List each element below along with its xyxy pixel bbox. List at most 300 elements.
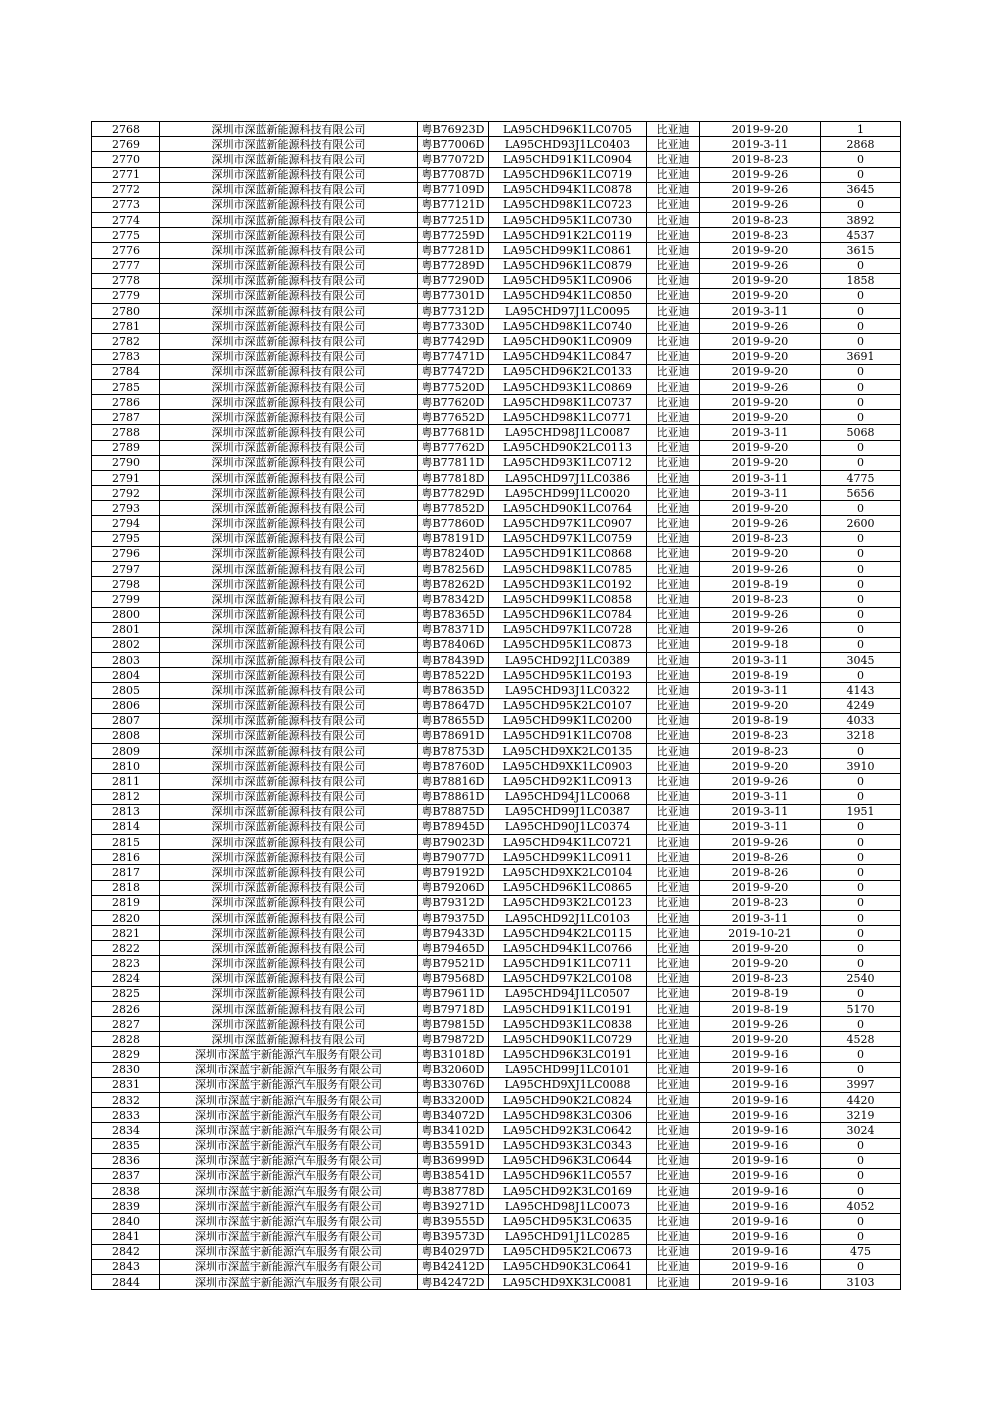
table-row <box>92 531 901 546</box>
value-cell: 0 <box>821 835 901 850</box>
brand-cell: 比亚迪 <box>647 531 700 546</box>
value-cell: 475 <box>821 1244 901 1259</box>
plate-cell: 粤B78406D <box>418 637 489 652</box>
table-row <box>92 304 901 319</box>
seq-cell: 2835 <box>92 1138 160 1153</box>
plate-cell: 粤B42412D <box>418 1259 489 1274</box>
company-cell: 深圳市深蓝新能源科技有限公司 <box>160 971 418 986</box>
date-cell: 2019-8-19 <box>700 668 821 683</box>
plate-cell: 粤B77289D <box>418 258 489 273</box>
company-cell: 深圳市深蓝宇新能源汽车服务有限公司 <box>160 1214 418 1229</box>
vin-cell: LA95CHD92K3LC0169 <box>489 1184 647 1199</box>
plate-cell: 粤B79815D <box>418 1017 489 1032</box>
vin-cell: LA95CHD91J1LC0285 <box>489 1229 647 1244</box>
company-cell: 深圳市深蓝新能源科技有限公司 <box>160 213 418 228</box>
brand-cell: 比亚迪 <box>647 334 700 349</box>
table-row <box>92 1093 901 1108</box>
seq-cell: 2841 <box>92 1229 160 1244</box>
brand-cell: 比亚迪 <box>647 152 700 167</box>
plate-cell: 粤B79465D <box>418 941 489 956</box>
value-cell: 4143 <box>821 683 901 698</box>
seq-cell: 2805 <box>92 683 160 698</box>
company-cell: 深圳市深蓝新能源科技有限公司 <box>160 577 418 592</box>
seq-cell: 2774 <box>92 213 160 228</box>
vin-cell: LA95CHD98K1LC0771 <box>489 410 647 425</box>
vin-cell: LA95CHD99J1LC0387 <box>489 804 647 819</box>
company-cell: 深圳市深蓝新能源科技有限公司 <box>160 592 418 607</box>
seq-cell: 2768 <box>92 122 160 137</box>
value-cell: 0 <box>821 197 901 212</box>
date-cell: 2019-8-23 <box>700 592 821 607</box>
plate-cell: 粤B78655D <box>418 713 489 728</box>
plate-cell: 粤B78365D <box>418 607 489 622</box>
company-cell: 深圳市深蓝新能源科技有限公司 <box>160 865 418 880</box>
value-cell: 0 <box>821 304 901 319</box>
vin-cell: LA95CHD93K1LC0838 <box>489 1017 647 1032</box>
company-cell: 深圳市深蓝新能源科技有限公司 <box>160 470 418 485</box>
date-cell: 2019-9-16 <box>700 1214 821 1229</box>
company-cell: 深圳市深蓝新能源科技有限公司 <box>160 197 418 212</box>
value-cell: 3103 <box>821 1275 901 1290</box>
company-cell: 深圳市深蓝新能源科技有限公司 <box>160 880 418 895</box>
seq-cell: 2824 <box>92 971 160 986</box>
plate-cell: 粤B79192D <box>418 865 489 880</box>
company-cell: 深圳市深蓝宇新能源汽车服务有限公司 <box>160 1093 418 1108</box>
plate-cell: 粤B36999D <box>418 1153 489 1168</box>
company-cell: 深圳市深蓝宇新能源汽车服务有限公司 <box>160 1199 418 1214</box>
seq-cell: 2840 <box>92 1214 160 1229</box>
seq-cell: 2820 <box>92 910 160 925</box>
vin-cell: LA95CHD91K1LC0904 <box>489 152 647 167</box>
company-cell: 深圳市深蓝新能源科技有限公司 <box>160 425 418 440</box>
value-cell: 3219 <box>821 1108 901 1123</box>
value-cell: 0 <box>821 1184 901 1199</box>
seq-cell: 2811 <box>92 774 160 789</box>
vin-cell: LA95CHD94K2LC0115 <box>489 926 647 941</box>
seq-cell: 2798 <box>92 577 160 592</box>
seq-cell: 2789 <box>92 440 160 455</box>
date-cell: 2019-9-20 <box>700 243 821 258</box>
brand-cell: 比亚迪 <box>647 304 700 319</box>
table-row <box>92 228 901 243</box>
brand-cell: 比亚迪 <box>647 516 700 531</box>
brand-cell: 比亚迪 <box>647 364 700 379</box>
plate-cell: 粤B77811D <box>418 455 489 470</box>
brand-cell: 比亚迪 <box>647 470 700 485</box>
value-cell: 4033 <box>821 713 901 728</box>
brand-cell: 比亚迪 <box>647 349 700 364</box>
plate-cell: 粤B77072D <box>418 152 489 167</box>
company-cell: 深圳市深蓝新能源科技有限公司 <box>160 561 418 576</box>
seq-cell: 2838 <box>92 1184 160 1199</box>
company-cell: 深圳市深蓝新能源科技有限公司 <box>160 319 418 334</box>
date-cell: 2019-9-16 <box>700 1138 821 1153</box>
date-cell: 2019-9-26 <box>700 835 821 850</box>
seq-cell: 2794 <box>92 516 160 531</box>
brand-cell: 比亚迪 <box>647 637 700 652</box>
value-cell: 0 <box>821 258 901 273</box>
table-row <box>92 774 901 789</box>
brand-cell: 比亚迪 <box>647 425 700 440</box>
vin-cell: LA95CHD94K1LC0847 <box>489 349 647 364</box>
plate-cell: 粤B78191D <box>418 531 489 546</box>
brand-cell: 比亚迪 <box>647 577 700 592</box>
seq-cell: 2825 <box>92 986 160 1001</box>
brand-cell: 比亚迪 <box>647 213 700 228</box>
seq-cell: 2833 <box>92 1108 160 1123</box>
brand-cell: 比亚迪 <box>647 819 700 834</box>
date-cell: 2019-8-19 <box>700 577 821 592</box>
vin-cell: LA95CHD98K3LC0306 <box>489 1108 647 1123</box>
brand-cell: 比亚迪 <box>647 653 700 668</box>
date-cell: 2019-9-20 <box>700 759 821 774</box>
date-cell: 2019-8-26 <box>700 865 821 880</box>
table-row <box>92 728 901 743</box>
plate-cell: 粤B77312D <box>418 304 489 319</box>
value-cell: 0 <box>821 1062 901 1077</box>
plate-cell: 粤B76923D <box>418 122 489 137</box>
seq-cell: 2817 <box>92 865 160 880</box>
table-row <box>92 258 901 273</box>
table-row <box>92 865 901 880</box>
value-cell: 0 <box>821 561 901 576</box>
table-row <box>92 1062 901 1077</box>
date-cell: 2019-9-16 <box>700 1047 821 1062</box>
vin-cell: LA95CHD99K1LC0861 <box>489 243 647 258</box>
brand-cell: 比亚迪 <box>647 804 700 819</box>
value-cell: 0 <box>821 531 901 546</box>
brand-cell: 比亚迪 <box>647 1017 700 1032</box>
vehicle-table <box>91 121 901 1290</box>
date-cell: 2019-9-16 <box>700 1108 821 1123</box>
seq-cell: 2775 <box>92 228 160 243</box>
plate-cell: 粤B77087D <box>418 167 489 182</box>
table-row <box>92 395 901 410</box>
brand-cell: 比亚迪 <box>647 895 700 910</box>
value-cell: 0 <box>821 668 901 683</box>
company-cell: 深圳市深蓝新能源科技有限公司 <box>160 122 418 137</box>
plate-cell: 粤B79077D <box>418 850 489 865</box>
date-cell: 2019-9-20 <box>700 273 821 288</box>
value-cell: 0 <box>821 410 901 425</box>
seq-cell: 2778 <box>92 273 160 288</box>
brand-cell: 比亚迪 <box>647 1032 700 1047</box>
value-cell: 0 <box>821 1259 901 1274</box>
company-cell: 深圳市深蓝新能源科技有限公司 <box>160 455 418 470</box>
vin-cell: LA95CHD95K1LC0193 <box>489 668 647 683</box>
value-cell: 4537 <box>821 228 901 243</box>
value-cell: 1 <box>821 122 901 137</box>
date-cell: 2019-9-20 <box>700 122 821 137</box>
value-cell: 0 <box>821 288 901 303</box>
plate-cell: 粤B77301D <box>418 288 489 303</box>
plate-cell: 粤B35591D <box>418 1138 489 1153</box>
value-cell: 0 <box>821 1214 901 1229</box>
company-cell: 深圳市深蓝新能源科技有限公司 <box>160 410 418 425</box>
table-row <box>92 1032 901 1047</box>
vin-cell: LA95CHD92J1LC0389 <box>489 653 647 668</box>
seq-cell: 2792 <box>92 486 160 501</box>
company-cell: 深圳市深蓝宇新能源汽车服务有限公司 <box>160 1153 418 1168</box>
company-cell: 深圳市深蓝新能源科技有限公司 <box>160 607 418 622</box>
date-cell: 2019-9-26 <box>700 561 821 576</box>
seq-cell: 2796 <box>92 546 160 561</box>
seq-cell: 2836 <box>92 1153 160 1168</box>
seq-cell: 2783 <box>92 349 160 364</box>
brand-cell: 比亚迪 <box>647 986 700 1001</box>
value-cell: 2600 <box>821 516 901 531</box>
company-cell: 深圳市深蓝新能源科技有限公司 <box>160 835 418 850</box>
date-cell: 2019-3-11 <box>700 470 821 485</box>
value-cell: 0 <box>821 607 901 622</box>
table-row <box>92 895 901 910</box>
vin-cell: LA95CHD96K1LC0784 <box>489 607 647 622</box>
plate-cell: 粤B78635D <box>418 683 489 698</box>
company-cell: 深圳市深蓝新能源科技有限公司 <box>160 622 418 637</box>
table-row <box>92 425 901 440</box>
plate-cell: 粤B78371D <box>418 622 489 637</box>
date-cell: 2019-9-16 <box>700 1062 821 1077</box>
table-row <box>92 1017 901 1032</box>
company-cell: 深圳市深蓝新能源科技有限公司 <box>160 986 418 1001</box>
date-cell: 2019-3-11 <box>700 137 821 152</box>
company-cell: 深圳市深蓝新能源科技有限公司 <box>160 167 418 182</box>
seq-cell: 2815 <box>92 835 160 850</box>
vin-cell: LA95CHD90K1LC0729 <box>489 1032 647 1047</box>
seq-cell: 2799 <box>92 592 160 607</box>
date-cell: 2019-8-19 <box>700 713 821 728</box>
seq-cell: 2773 <box>92 197 160 212</box>
vin-cell: LA95CHD90K1LC0909 <box>489 334 647 349</box>
plate-cell: 粤B77281D <box>418 243 489 258</box>
vin-cell: LA95CHD97K1LC0759 <box>489 531 647 546</box>
value-cell: 0 <box>821 577 901 592</box>
table-row <box>92 819 901 834</box>
table-row <box>92 334 901 349</box>
vin-cell: LA95CHD93K1LC0192 <box>489 577 647 592</box>
date-cell: 2019-9-16 <box>700 1077 821 1092</box>
table-row <box>92 926 901 941</box>
company-cell: 深圳市深蓝新能源科技有限公司 <box>160 653 418 668</box>
value-cell: 0 <box>821 850 901 865</box>
date-cell: 2019-9-20 <box>700 334 821 349</box>
date-cell: 2019-9-20 <box>700 349 821 364</box>
seq-cell: 2826 <box>92 1001 160 1016</box>
company-cell: 深圳市深蓝新能源科技有限公司 <box>160 850 418 865</box>
date-cell: 2019-9-20 <box>700 364 821 379</box>
vin-cell: LA95CHD98J1LC0073 <box>489 1199 647 1214</box>
brand-cell: 比亚迪 <box>647 379 700 394</box>
table-row <box>92 1001 901 1016</box>
table-row <box>92 698 901 713</box>
brand-cell: 比亚迪 <box>647 789 700 804</box>
plate-cell: 粤B77121D <box>418 197 489 212</box>
seq-cell: 2818 <box>92 880 160 895</box>
brand-cell: 比亚迪 <box>647 622 700 637</box>
vin-cell: LA95CHD93K1LC0869 <box>489 379 647 394</box>
table-row <box>92 1047 901 1062</box>
value-cell: 0 <box>821 455 901 470</box>
date-cell: 2019-9-26 <box>700 182 821 197</box>
plate-cell: 粤B78753D <box>418 744 489 759</box>
brand-cell: 比亚迪 <box>647 698 700 713</box>
vin-cell: LA95CHD99K1LC0911 <box>489 850 647 865</box>
vin-cell: LA95CHD95K1LC0730 <box>489 213 647 228</box>
value-cell: 0 <box>821 986 901 1001</box>
date-cell: 2019-9-16 <box>700 1229 821 1244</box>
table-row <box>92 243 901 258</box>
date-cell: 2019-8-23 <box>700 728 821 743</box>
date-cell: 2019-8-23 <box>700 152 821 167</box>
value-cell: 0 <box>821 744 901 759</box>
vin-cell: LA95CHD95K1LC0873 <box>489 637 647 652</box>
plate-cell: 粤B40297D <box>418 1244 489 1259</box>
vin-cell: LA95CHD90K3LC0641 <box>489 1259 647 1274</box>
date-cell: 2019-9-26 <box>700 319 821 334</box>
seq-cell: 2787 <box>92 410 160 425</box>
company-cell: 深圳市深蓝新能源科技有限公司 <box>160 137 418 152</box>
date-cell: 2019-3-11 <box>700 653 821 668</box>
date-cell: 2019-9-20 <box>700 956 821 971</box>
value-cell: 0 <box>821 379 901 394</box>
value-cell: 0 <box>821 334 901 349</box>
seq-cell: 2832 <box>92 1093 160 1108</box>
seq-cell: 2803 <box>92 653 160 668</box>
company-cell: 深圳市深蓝新能源科技有限公司 <box>160 152 418 167</box>
vin-cell: LA95CHD95K1LC0906 <box>489 273 647 288</box>
plate-cell: 粤B78861D <box>418 789 489 804</box>
vin-cell: LA95CHD92K3LC0642 <box>489 1123 647 1138</box>
brand-cell: 比亚迪 <box>647 1153 700 1168</box>
company-cell: 深圳市深蓝新能源科技有限公司 <box>160 304 418 319</box>
value-cell: 5656 <box>821 486 901 501</box>
company-cell: 深圳市深蓝新能源科技有限公司 <box>160 789 418 804</box>
value-cell: 0 <box>821 1168 901 1183</box>
date-cell: 2019-3-11 <box>700 304 821 319</box>
value-cell: 5068 <box>821 425 901 440</box>
plate-cell: 粤B79718D <box>418 1001 489 1016</box>
value-cell: 4420 <box>821 1093 901 1108</box>
table-row <box>92 941 901 956</box>
date-cell: 2019-8-26 <box>700 850 821 865</box>
date-cell: 2019-9-16 <box>700 1184 821 1199</box>
table-row <box>92 1184 901 1199</box>
vin-cell: LA95CHD97K1LC0907 <box>489 516 647 531</box>
date-cell: 2019-9-20 <box>700 440 821 455</box>
vin-cell: LA95CHD91K2LC0119 <box>489 228 647 243</box>
company-cell: 深圳市深蓝新能源科技有限公司 <box>160 683 418 698</box>
date-cell: 2019-9-16 <box>700 1199 821 1214</box>
date-cell: 2019-9-20 <box>700 1032 821 1047</box>
value-cell: 4775 <box>821 470 901 485</box>
vin-cell: LA95CHD94K1LC0850 <box>489 288 647 303</box>
vin-cell: LA95CHD99J1LC0101 <box>489 1062 647 1077</box>
table-row <box>92 319 901 334</box>
company-cell: 深圳市深蓝宇新能源汽车服务有限公司 <box>160 1123 418 1138</box>
plate-cell: 粤B77652D <box>418 410 489 425</box>
brand-cell: 比亚迪 <box>647 1275 700 1290</box>
seq-cell: 2830 <box>92 1062 160 1077</box>
vin-cell: LA95CHD96K1LC0557 <box>489 1168 647 1183</box>
brand-cell: 比亚迪 <box>647 941 700 956</box>
vin-cell: LA95CHD93K1LC0712 <box>489 455 647 470</box>
company-cell: 深圳市深蓝新能源科技有限公司 <box>160 713 418 728</box>
table-row <box>92 971 901 986</box>
value-cell: 0 <box>821 789 901 804</box>
company-cell: 深圳市深蓝新能源科技有限公司 <box>160 228 418 243</box>
seq-cell: 2772 <box>92 182 160 197</box>
table-row <box>92 577 901 592</box>
company-cell: 深圳市深蓝宇新能源汽车服务有限公司 <box>160 1229 418 1244</box>
table-row <box>92 455 901 470</box>
company-cell: 深圳市深蓝新能源科技有限公司 <box>160 698 418 713</box>
table-row <box>92 1244 901 1259</box>
company-cell: 深圳市深蓝新能源科技有限公司 <box>160 910 418 925</box>
seq-cell: 2785 <box>92 379 160 394</box>
company-cell: 深圳市深蓝新能源科技有限公司 <box>160 956 418 971</box>
seq-cell: 2786 <box>92 395 160 410</box>
company-cell: 深圳市深蓝新能源科技有限公司 <box>160 759 418 774</box>
value-cell: 1951 <box>821 804 901 819</box>
plate-cell: 粤B79312D <box>418 895 489 910</box>
table-row <box>92 122 901 137</box>
value-cell: 0 <box>821 774 901 789</box>
date-cell: 2019-9-16 <box>700 1123 821 1138</box>
value-cell: 0 <box>821 364 901 379</box>
table-row <box>92 197 901 212</box>
table-body <box>92 122 901 1290</box>
table-row <box>92 470 901 485</box>
value-cell: 4052 <box>821 1199 901 1214</box>
value-cell: 0 <box>821 501 901 516</box>
date-cell: 2019-3-11 <box>700 789 821 804</box>
table-row <box>92 349 901 364</box>
company-cell: 深圳市深蓝新能源科技有限公司 <box>160 440 418 455</box>
table-row <box>92 986 901 1001</box>
company-cell: 深圳市深蓝新能源科技有限公司 <box>160 1032 418 1047</box>
value-cell: 0 <box>821 637 901 652</box>
value-cell: 0 <box>821 819 901 834</box>
plate-cell: 粤B79611D <box>418 986 489 1001</box>
date-cell: 2019-9-16 <box>700 1244 821 1259</box>
company-cell: 深圳市深蓝新能源科技有限公司 <box>160 1001 418 1016</box>
vin-cell: LA95CHD99J1LC0020 <box>489 486 647 501</box>
date-cell: 2019-9-20 <box>700 501 821 516</box>
vin-cell: LA95CHD9XJ1LC0088 <box>489 1077 647 1092</box>
company-cell: 深圳市深蓝宇新能源汽车服务有限公司 <box>160 1062 418 1077</box>
table-row <box>92 1077 901 1092</box>
seq-cell: 2808 <box>92 728 160 743</box>
seq-cell: 2816 <box>92 850 160 865</box>
seq-cell: 2784 <box>92 364 160 379</box>
value-cell: 0 <box>821 319 901 334</box>
value-cell: 0 <box>821 622 901 637</box>
vin-cell: LA95CHD97K1LC0728 <box>489 622 647 637</box>
plate-cell: 粤B39555D <box>418 1214 489 1229</box>
seq-cell: 2819 <box>92 895 160 910</box>
seq-cell: 2814 <box>92 819 160 834</box>
vin-cell: LA95CHD91K1LC0708 <box>489 728 647 743</box>
seq-cell: 2839 <box>92 1199 160 1214</box>
value-cell: 3910 <box>821 759 901 774</box>
date-cell: 2019-10-21 <box>700 926 821 941</box>
brand-cell: 比亚迪 <box>647 1259 700 1274</box>
brand-cell: 比亚迪 <box>647 273 700 288</box>
plate-cell: 粤B77520D <box>418 379 489 394</box>
vin-cell: LA95CHD95K2LC0673 <box>489 1244 647 1259</box>
table-row <box>92 592 901 607</box>
plate-cell: 粤B78342D <box>418 592 489 607</box>
